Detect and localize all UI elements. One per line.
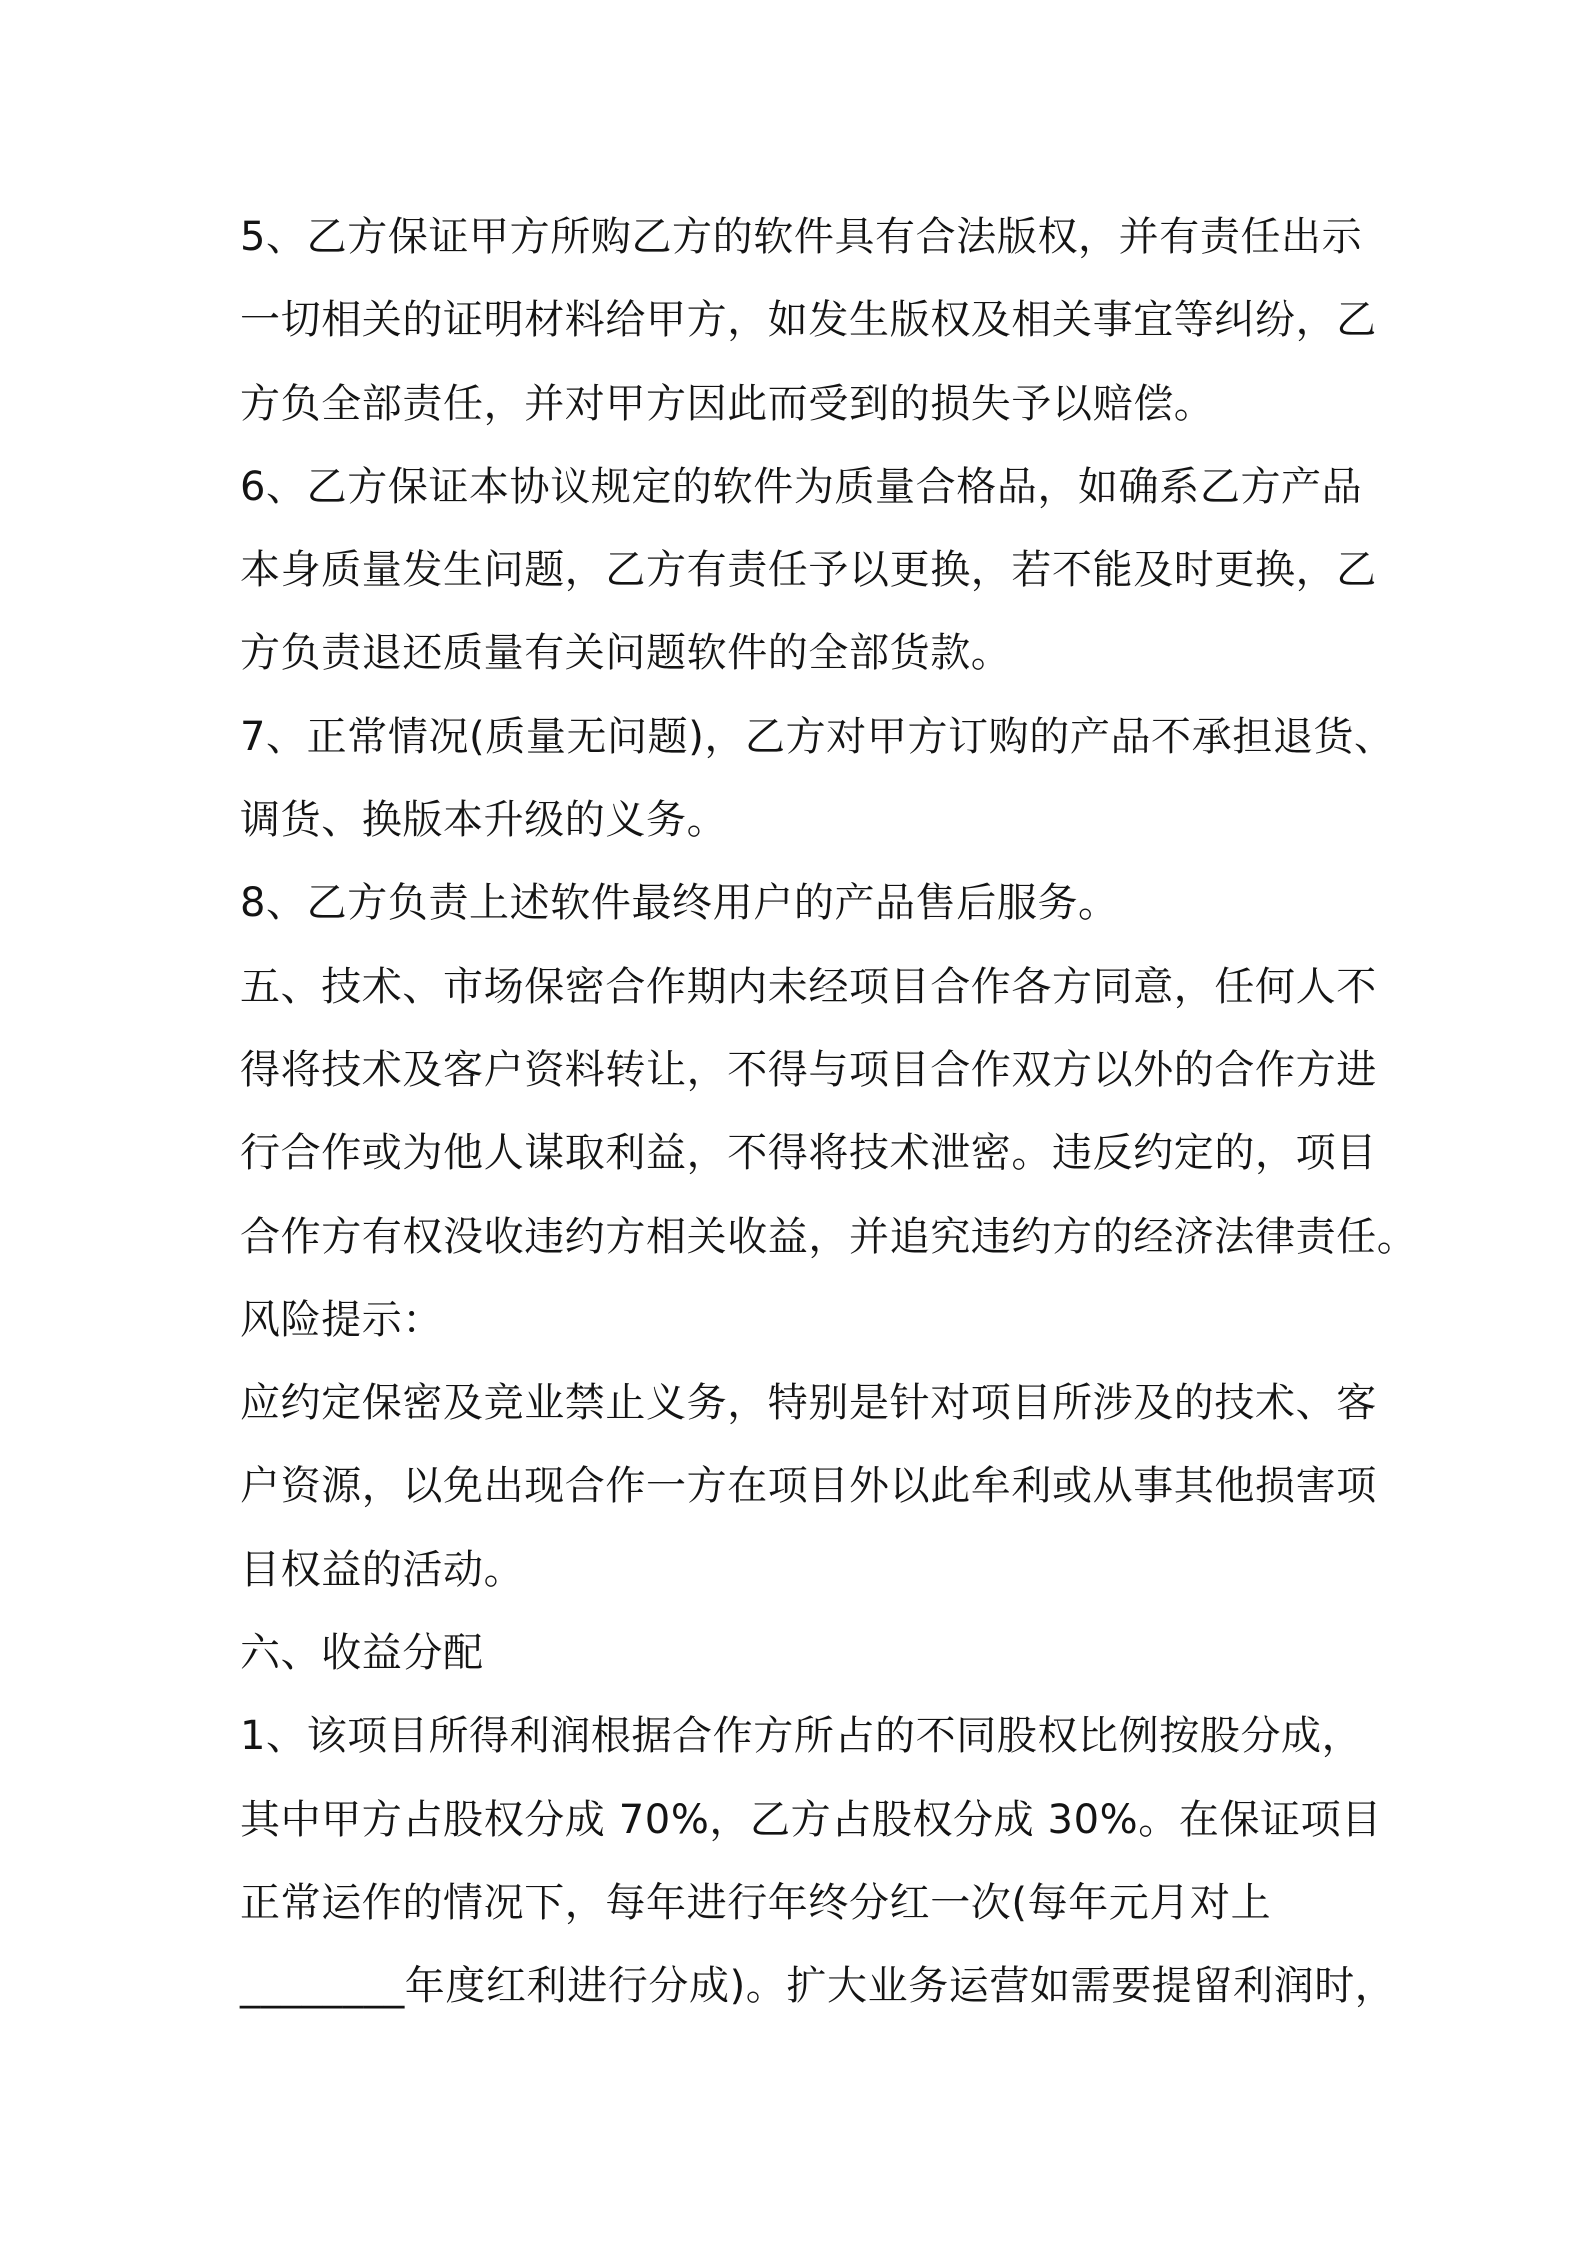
text-line: 调货、换版本升级的义务。 [240,797,728,844]
text-line: 一切相关的证明材料给甲方，如发生版权及相关事宜等纠纷，乙 [240,297,1377,344]
contract-text [240,196,1418,2029]
text-line: 户资源，以免出现合作一方在项目外以此牟利或从事其他损害项 [240,1463,1377,1510]
text-line: 1、该项目所得利润根据合作方所占的不同股权比例按股分成， [240,1713,1363,1760]
text-line: 方负全部责任，并对甲方因此而受到的损失予以赔偿。 [240,380,1215,427]
text-line: 得将技术及客户资料转让，不得与项目合作双方以外的合作方进 [240,1046,1377,1093]
text-line: 5、乙方保证甲方所购乙方的软件具有合法版权，并有责任出示 [240,214,1363,260]
risk-note-heading: 风险提示： [240,1296,443,1343]
text-line: 方负责退还质量有关问题软件的全部货款。 [240,630,1012,677]
text-line: 行合作或为他人谋取利益，不得将技术泄密。违反约定的，项目 [240,1130,1377,1177]
text-line: 8、乙方负责上述软件最终用户的产品售后服务。 [240,880,1119,927]
text-line: 目权益的活动。 [240,1546,525,1593]
text-line: 6、乙方保证本协议规定的软件为质量合格品，如确系乙方产品 [240,463,1363,510]
section-heading-line: 五、技术、市场保密合作期内未经项目合作各方同意，任何人不 [240,963,1377,1010]
text-line: 正常运作的情况下，每年进行年终分红一次(每年元月对上 [240,1879,1272,1926]
text-line: 其中甲方占股权分成 70%，乙方占股权分成 30%。在保证项目 [240,1796,1382,1843]
section-heading: 六、收益分配 [240,1630,484,1677]
text-line: 合作方有权没收违约方相关收益，并追究违约方的经济法律责任。 [240,1213,1418,1260]
text-line: 7、正常情况(质量无问题)，乙方对甲方订购的产品不承担退货、 [240,713,1395,760]
text-line: ________年度红利进行分成)。扩大业务运营如需要提留利润时， [240,1963,1396,2010]
text-line: 应约定保密及竞业禁止义务，特别是针对项目所涉及的技术、客 [240,1380,1377,1427]
text-line: 本身质量发生问题，乙方有责任予以更换，若不能及时更换，乙 [240,547,1377,594]
